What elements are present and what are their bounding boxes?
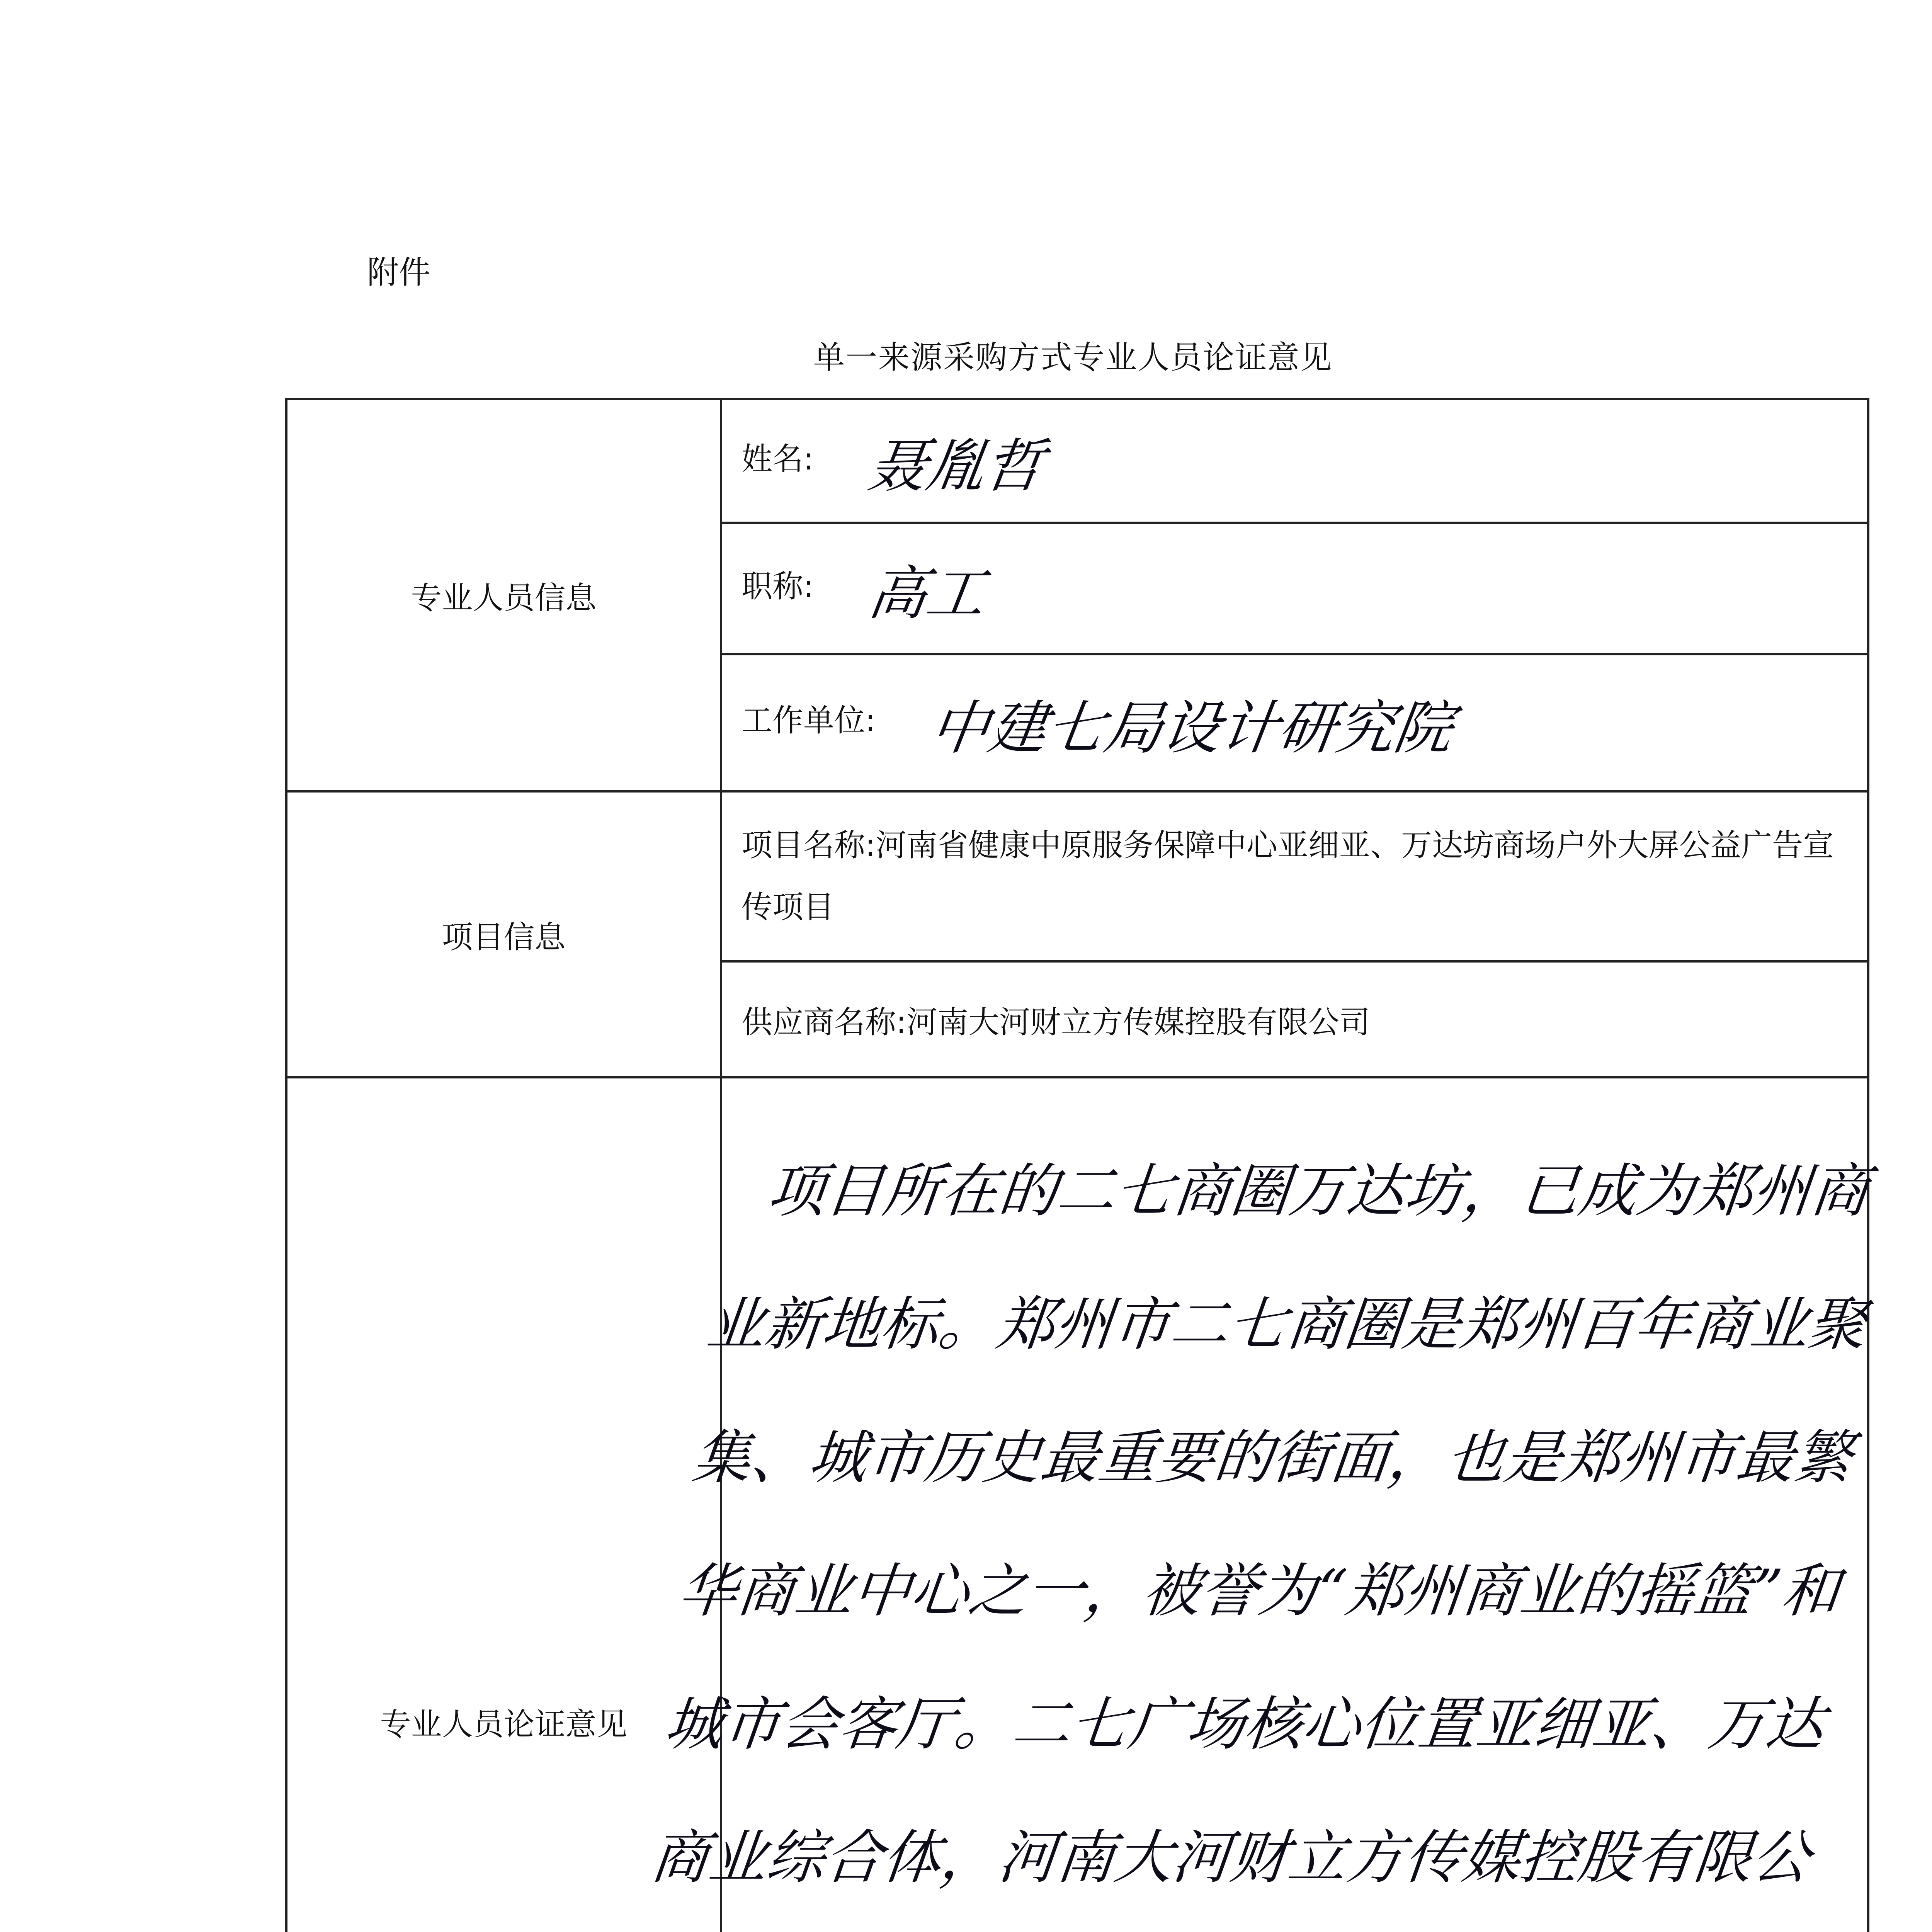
name-label: 姓名:	[742, 440, 814, 477]
expert-info-section-label: 专业人员信息	[286, 399, 721, 791]
name-handwritten: 聂胤哲	[864, 433, 1048, 500]
opinion-field	[647, 1077, 1872, 1932]
title-field	[721, 523, 1868, 654]
document-title: 单一来源采购方式专业人员论证意见	[813, 339, 1333, 376]
employer-handwritten: 中建七局设计研究院	[926, 694, 1458, 762]
employer-field	[721, 654, 1868, 791]
supplier-label: 供应商名称:	[742, 1004, 906, 1040]
project-name-label: 项目名称:	[742, 827, 876, 863]
job-title-handwritten: 高工	[864, 560, 990, 628]
job-title-label: 职称:	[742, 568, 814, 604]
project-info-section-label: 项目信息	[286, 791, 721, 1077]
attachment-label: 附件	[367, 254, 431, 291]
project-name-value: 河南省健康中原服务保障中心亚细亚、万达坊商场户外大屏公益广告宣传项目	[742, 827, 1834, 925]
supplier-value: 河南大河财立方传媒控股有限公司	[906, 1004, 1370, 1040]
project-name-field	[721, 791, 1868, 961]
supplier-field	[721, 961, 1868, 1077]
opinion-form-table	[285, 398, 1872, 1932]
opinion-handwritten-text: 项目所在的二七商圈万达坊，已成为郑州商业新地标。郑州市二七商圈是郑州百年商业聚集、城市历史最重要的街面，也是郑州市最繁华商业中心之一，被誉为“郑州商业的摇篮”和城市会客厅。二七广场核心位置亚细亚、万达商业综合体，河南大河财立方传媒控股有限公司有大屏广告独家运营经营权。具有唯一性，建议采用单一来源方式采购。	[647, 1158, 1872, 1891]
name-field	[721, 399, 1868, 523]
employer-label: 工作单位:	[742, 702, 876, 739]
opinion-section-label: 专业人员论证意见	[286, 1077, 721, 1932]
